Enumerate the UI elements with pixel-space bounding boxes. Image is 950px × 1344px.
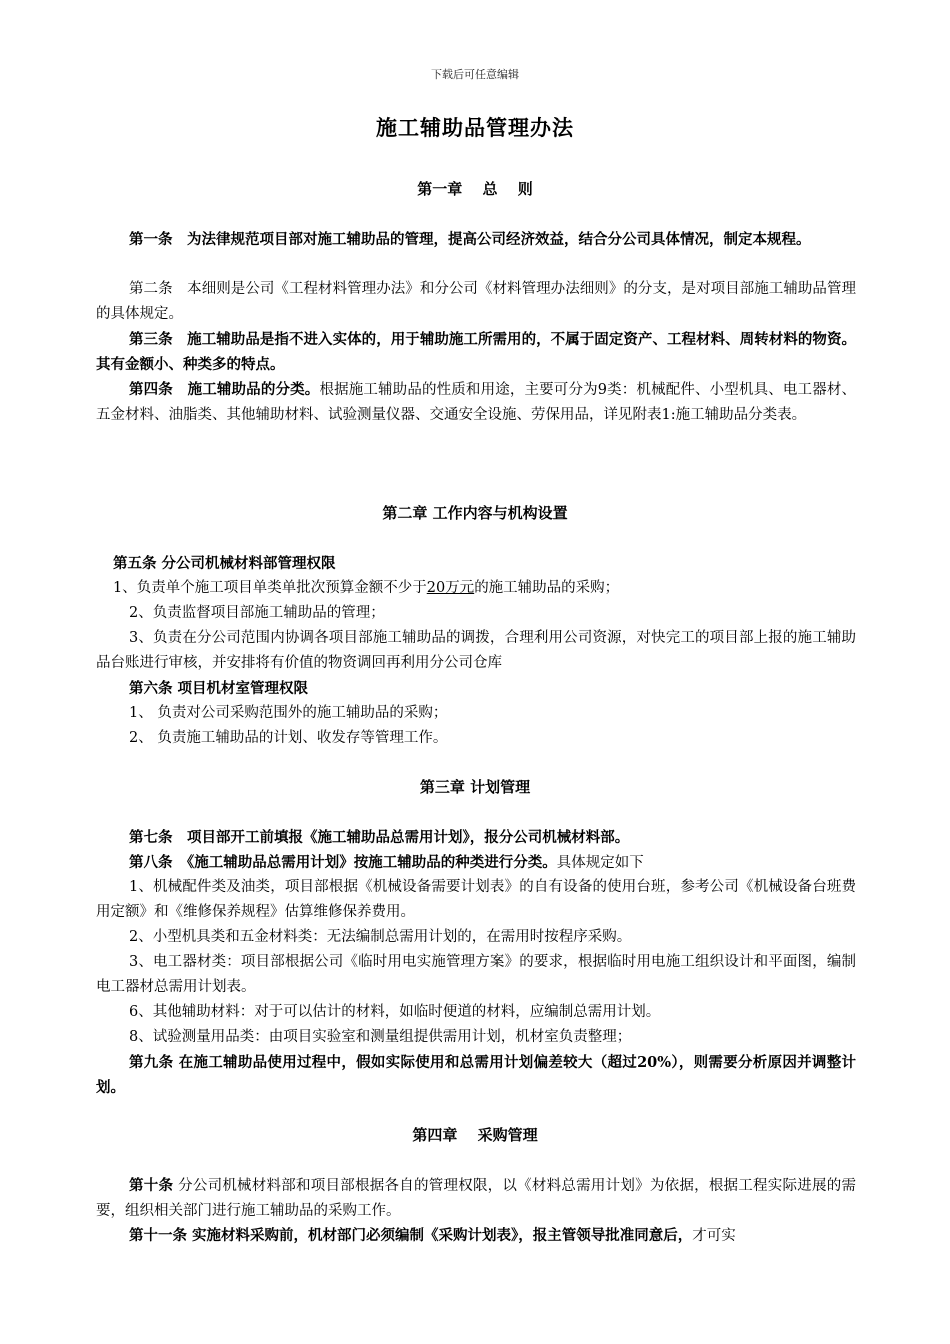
article-8-item-1: 1、机械配件类及油类，项目部根据《机械设备需要计划表》的自有设备的使用台班，参考公司《机械设备台班费用定额》和《维修保养规程》估算维修保养费用。 [96, 879, 856, 920]
article-8-item-8: 8、试验测量用品类：由项目实验室和测量组提供需用计划，机材室负责整理； [129, 1029, 632, 1045]
article-6-item-2: 2、 负责施工辅助品的计划、收发存等管理工作。 [129, 730, 448, 746]
article-5-heading: 第五条 分公司机械材料部管理权限 [113, 555, 336, 572]
article-11 [96, 1223, 856, 1249]
article-5-item-1-post: 的施工辅助品的采购； [474, 580, 620, 596]
article-2: 第二条 本细则是公司《工程材料管理办法》和分公司《材料管理办法细则》的分支，是对项目部施工辅助品管理的具体规定。 [96, 281, 856, 322]
article-9: 第九条 在施工辅助品使用过程中，假如实际使用和总需用计划偏差较大（超过20%），则需要分析原因并调整计划。 [96, 1054, 856, 1096]
chapter-4-heading: 第四章 采购管理 [412, 1126, 538, 1144]
article-10-heading: 第十条 [129, 1177, 174, 1194]
article-8 [96, 850, 856, 876]
document-title: 施工辅助品管理办法 [376, 115, 574, 140]
article-8-item-2: 2、小型机具类和五金材料类：无法编制总需用计划的，在需用时按程序采购。 [129, 929, 632, 945]
article-3: 第三条 施工辅助品是指不进入实体的，用于辅助施工所需用的，不属于固定资产、工程材料、周转材料的物资。其有金额小、种类多的特点。 [96, 331, 856, 373]
article-11-body: 才可实 [692, 1228, 736, 1244]
article-8-heading: 第八条 《施工辅助品总需用计划》按施工辅助品的种类进行分类。 [129, 854, 557, 871]
article-11-heading: 第十一条 实施材料采购前，机材部门必须编制《采购计划表》，报主管领导批准同意后， [129, 1227, 693, 1244]
chapter-3-heading: 第三章 计划管理 [419, 778, 531, 796]
article-5-item-1 [96, 576, 856, 601]
article-5-item-1-amount: 20万元 [426, 580, 475, 596]
article-4-heading: 第四条 施工辅助品的分类。 [129, 381, 320, 398]
header-note: 下载后可任意编辑 [431, 68, 519, 81]
chapter-1-heading: 第一章 总 则 [417, 180, 533, 198]
article-5-item-1-pre: 1、负责单个施工项目单类单批次预算金额不少于 [113, 580, 427, 596]
article-10-body: 分公司机械材料部和项目部根据各自的管理权限，以《材料总需用计划》为依据，根据工程实际进展的需要，组织相关部门进行施工辅助品的采购工作。 [96, 1178, 857, 1219]
article-10 [96, 1173, 856, 1224]
article-6-item-1: 1、 负责对公司采购范围外的施工辅助品的采购； [129, 705, 448, 721]
article-5-item-2: 2、负责监督项目部施工辅助品的管理； [129, 605, 385, 621]
article-4 [96, 377, 856, 428]
chapter-2-heading: 第二章 工作内容与机构设置 [382, 504, 568, 522]
article-8-body: 具体规定如下 [556, 855, 644, 871]
article-7: 第七条 项目部开工前填报《施工辅助品总需用计划》，报分公司机械材料部。 [129, 829, 630, 846]
article-1: 第一条 为法律规范项目部对施工辅助品的管理，提高公司经济效益，结合分公司具体情况，制定本规程。 [129, 231, 811, 248]
article-5-item-3: 3、负责在分公司范围内协调各项目部施工辅助品的调拨，合理利用公司资源，对快完工的项目部上报的施工辅助品台账进行审核，并安排将有价值的物资调回再利用分公司仓库 [96, 630, 856, 671]
article-8-item-6: 6、其他辅助材料：对于可以估计的材料，如临时便道的材料，应编制总需用计划。 [129, 1004, 661, 1020]
article-4-body: 根据施工辅助品的性质和用途，主要可分为9类：机械配件、小型机具、电工器材、五金材料、油脂类、其他辅助材料、试验测量仪器、交通安全设施、劳保用品，详见附表1:施工辅助品分类表。 [96, 382, 856, 423]
article-6-heading: 第六条 项目机材室管理权限 [129, 680, 309, 697]
article-8-item-3: 3、电工器材类：项目部根据公司《临时用电实施管理方案》的要求，根据临时用电施工组织设计和平面图，编制电工器材总需用计划表。 [96, 954, 856, 995]
